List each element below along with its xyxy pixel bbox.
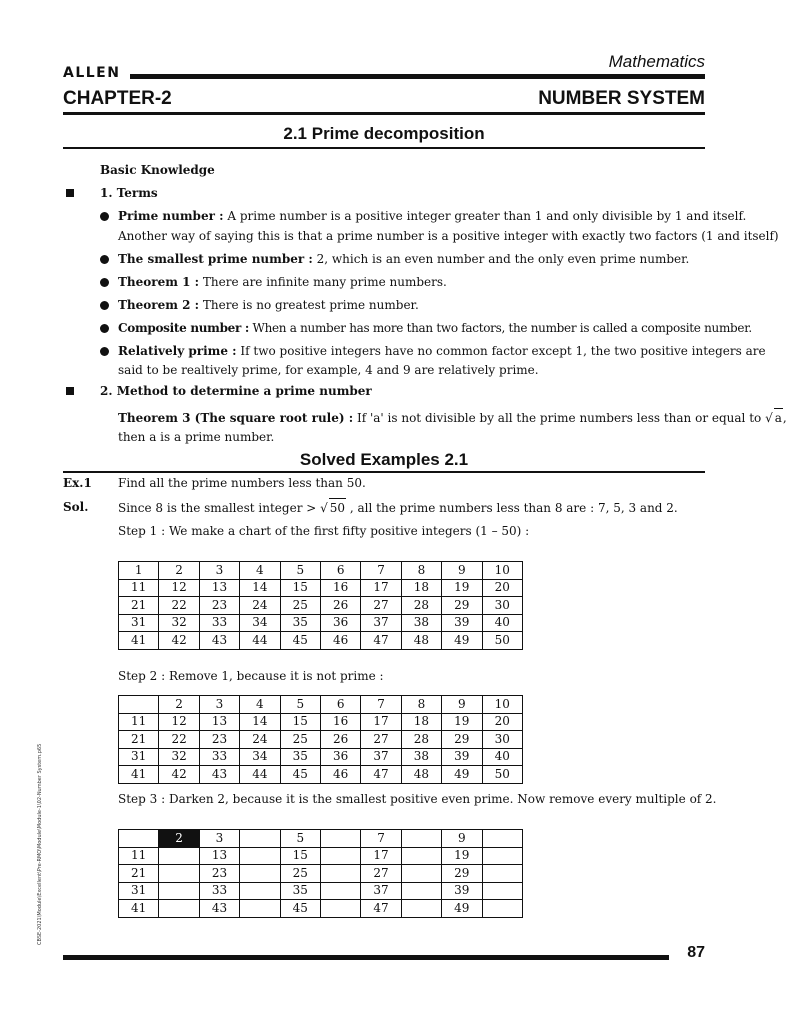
table-cell: 33: [199, 882, 239, 900]
table-cell: 47: [361, 632, 401, 650]
table-cell: 11: [119, 579, 159, 597]
solution-label: Sol.: [63, 500, 89, 514]
section-rule: [63, 147, 705, 149]
number-chart-2: [118, 695, 523, 784]
table-cell: [401, 882, 441, 900]
table-cell: 48: [401, 632, 441, 650]
table-row: [119, 865, 523, 883]
footer-rule: [63, 955, 669, 960]
table-cell: 3: [199, 562, 239, 580]
table-cell: [119, 830, 159, 848]
item-term: Theorem 2 :: [118, 298, 200, 312]
table-cell: 31: [119, 882, 159, 900]
sqrt-symbol: √: [765, 411, 773, 425]
item-term: The smallest prime number :: [118, 252, 313, 266]
table-cell: [482, 830, 522, 848]
table-cell: [320, 847, 360, 865]
table-cell: 45: [280, 766, 320, 784]
table-cell: 31: [119, 748, 159, 766]
table-cell: 31: [119, 614, 159, 632]
table-cell: 11: [119, 713, 159, 731]
table-cell: 3: [199, 830, 239, 848]
table-cell: 40: [482, 614, 522, 632]
table-cell: 38: [401, 748, 441, 766]
table-cell: 37: [361, 882, 401, 900]
table-cell: [159, 900, 199, 918]
table-cell: 14: [240, 579, 280, 597]
solved-examples-title: Solved Examples 2.1: [299, 450, 469, 469]
table-cell: 30: [482, 597, 522, 615]
table-cell: 35: [280, 882, 320, 900]
table-cell: 49: [442, 632, 482, 650]
table-cell: 8: [401, 562, 441, 580]
bullet-dot-icon: [100, 255, 109, 264]
table-row: [119, 579, 523, 597]
table-cell: 20: [482, 579, 522, 597]
table-cell: 33: [199, 748, 239, 766]
table-cell: 30: [482, 731, 522, 749]
terms-heading: 1. Terms: [100, 186, 158, 200]
table-cell: 25: [280, 597, 320, 615]
list-item: [118, 273, 447, 292]
table-cell: 45: [280, 632, 320, 650]
table-cell: 19: [442, 713, 482, 731]
table-cell: [119, 696, 159, 714]
table-cell: 18: [401, 579, 441, 597]
table-cell: 21: [119, 597, 159, 615]
table-cell: 34: [240, 748, 280, 766]
table-cell: 7: [361, 696, 401, 714]
table-cell: 13: [199, 713, 239, 731]
table-cell: [401, 830, 441, 848]
table-cell: 9: [442, 830, 482, 848]
table-cell: 27: [361, 597, 401, 615]
table-cell: 26: [320, 597, 360, 615]
table-row: [119, 900, 523, 918]
table-cell: 40: [482, 748, 522, 766]
theorem3-line2: then a is a prime number.: [118, 430, 275, 444]
topic-title: NUMBER SYSTEM: [538, 88, 705, 109]
table-cell: 4: [240, 562, 280, 580]
item-text: A prime number is a positive integer greater than 1 and only divisible by 1 and itself.: [227, 209, 747, 223]
bullet-dot-icon: [100, 301, 109, 310]
table-cell: 7: [361, 562, 401, 580]
table-cell: 38: [401, 614, 441, 632]
table-cell: 27: [361, 865, 401, 883]
list-item: [118, 207, 747, 226]
item-text-continued: said to be realtively prime, for example, 4 and 9 are relatively prime.: [118, 363, 539, 377]
header-rule: [130, 74, 705, 79]
square-bullet-icon: [66, 189, 74, 197]
table-cell: 18: [401, 713, 441, 731]
table-cell: 8: [401, 696, 441, 714]
table-cell: 44: [240, 632, 280, 650]
table-cell: 22: [159, 731, 199, 749]
table-cell: 20: [482, 713, 522, 731]
table-cell: 34: [240, 614, 280, 632]
table-cell: 36: [320, 748, 360, 766]
table-cell: [320, 830, 360, 848]
table-row: [119, 696, 523, 714]
table-cell: [240, 900, 280, 918]
item-text: If two positive integers have no common factor except 1, the two positive integers are: [240, 344, 766, 358]
solution-pre: Since 8 is the smallest integer >: [118, 501, 317, 515]
table-cell: 41: [119, 632, 159, 650]
table-cell: 28: [401, 597, 441, 615]
item-text: When a number has more than two factors, the number is called a composite number.: [252, 321, 752, 335]
table-cell: 17: [361, 579, 401, 597]
table-cell: 11: [119, 847, 159, 865]
table-cell: 49: [442, 766, 482, 784]
table-cell: [240, 882, 280, 900]
table-cell: [159, 847, 199, 865]
bullet-dot-icon: [100, 347, 109, 356]
table-cell: [320, 900, 360, 918]
step2-text: Step 2 : Remove 1, because it is not prime :: [118, 669, 384, 683]
list-item: [118, 250, 689, 269]
table-cell: 25: [280, 731, 320, 749]
table-row: [119, 597, 523, 615]
table-cell: 44: [240, 766, 280, 784]
item-term: Relatively prime :: [118, 344, 237, 358]
table-cell: 21: [119, 731, 159, 749]
table-row: [119, 847, 523, 865]
table-cell: [401, 900, 441, 918]
table-cell: 17: [361, 847, 401, 865]
table-cell: 3: [199, 696, 239, 714]
table-cell: [482, 882, 522, 900]
example-text: Find all the prime numbers less than 50.: [118, 476, 366, 490]
table-cell: 42: [159, 632, 199, 650]
table-cell: 26: [320, 731, 360, 749]
example-label: Ex.1: [63, 476, 92, 490]
table-cell: 37: [361, 614, 401, 632]
theorem3-comma: ,: [782, 411, 787, 425]
table-cell: 6: [320, 562, 360, 580]
table-cell: 33: [199, 614, 239, 632]
table-cell: 12: [159, 579, 199, 597]
chapter-title: CHAPTER-2: [63, 88, 172, 109]
table-cell: 16: [320, 579, 360, 597]
sqrt-symbol: √: [320, 501, 328, 515]
table-cell: 23: [199, 865, 239, 883]
table-cell: 46: [320, 632, 360, 650]
item-term: Theorem 1 :: [118, 275, 200, 289]
table-cell: [482, 900, 522, 918]
table-cell: 43: [199, 766, 239, 784]
table-cell: 2: [159, 696, 199, 714]
table-cell: [240, 830, 280, 848]
table-cell: 48: [401, 766, 441, 784]
theorem3-term: Theorem 3 (The square root rule) :: [118, 411, 354, 425]
square-bullet-icon: [66, 387, 74, 395]
table-row: [119, 766, 523, 784]
table-cell: 15: [280, 847, 320, 865]
table-cell: 41: [119, 766, 159, 784]
table-cell: 4: [240, 696, 280, 714]
table-cell: 46: [320, 766, 360, 784]
table-cell: 47: [361, 900, 401, 918]
table-cell: [482, 847, 522, 865]
table-cell: 29: [442, 597, 482, 615]
table-cell: 49: [442, 900, 482, 918]
number-chart-1: [118, 561, 523, 650]
page-number: 87: [687, 944, 705, 961]
table-cell: 19: [442, 579, 482, 597]
method-heading: 2. Method to determine a prime number: [100, 384, 372, 398]
step3-text: Step 3 : Darken 2, because it is the smallest positive even prime. Now remove every multiple of 2.: [118, 792, 717, 806]
table-cell: 32: [159, 748, 199, 766]
number-chart-3: [118, 829, 523, 918]
table-cell: 24: [240, 731, 280, 749]
list-item: [118, 296, 419, 315]
table-cell: 47: [361, 766, 401, 784]
table-cell: 7: [361, 830, 401, 848]
table-cell: 1: [119, 562, 159, 580]
table-cell: 16: [320, 713, 360, 731]
table-cell: 15: [280, 579, 320, 597]
table-cell: 28: [401, 731, 441, 749]
table-cell: 41: [119, 900, 159, 918]
bullet-dot-icon: [100, 212, 109, 221]
table-row: [119, 614, 523, 632]
list-item: [118, 319, 752, 338]
table-cell: 35: [280, 614, 320, 632]
table-cell: 17: [361, 713, 401, 731]
theorem3-text: If 'a' is not divisible by all the prime numbers less than or equal to: [356, 411, 762, 425]
table-row: [119, 562, 523, 580]
item-term: Composite number :: [118, 321, 250, 335]
table-cell: [401, 847, 441, 865]
sqrt-radicand: 50: [329, 498, 346, 518]
table-cell: 43: [199, 632, 239, 650]
table-cell: 6: [320, 696, 360, 714]
table-cell: 21: [119, 865, 159, 883]
table-cell: 15: [280, 713, 320, 731]
table-cell: 50: [482, 766, 522, 784]
item-text: There is no greatest prime number.: [202, 298, 419, 312]
chapter-rule: [63, 112, 705, 115]
table-cell: 42: [159, 766, 199, 784]
table-cell: [159, 865, 199, 883]
table-cell: 22: [159, 597, 199, 615]
item-term: Prime number :: [118, 209, 224, 223]
table-cell: 2: [159, 562, 199, 580]
table-row: [119, 748, 523, 766]
table-cell: 29: [442, 865, 482, 883]
table-cell: [401, 865, 441, 883]
table-cell: 5: [280, 562, 320, 580]
table-cell: [482, 865, 522, 883]
bullet-dot-icon: [100, 278, 109, 287]
theorem3-line: [118, 408, 787, 428]
bullet-dot-icon: [100, 324, 109, 333]
file-path-note: CBSE-2021\Module\Excellent\Pre-RMO\Module\Module-1\02-Number System.p65: [37, 743, 43, 945]
table-cell: 5: [280, 830, 320, 848]
table-cell: 5: [280, 696, 320, 714]
table-cell: 39: [442, 614, 482, 632]
table-cell: 10: [482, 562, 522, 580]
table-cell: 27: [361, 731, 401, 749]
table-cell: 19: [442, 847, 482, 865]
subject-label: Mathematics: [608, 52, 705, 71]
table-cell: 2: [159, 830, 199, 848]
solution-post: , all the prime numbers less than 8 are : 7, 5, 3 and 2.: [349, 501, 678, 515]
basic-knowledge-heading: Basic Knowledge: [100, 163, 215, 177]
section-title: 2.1 Prime decomposition: [283, 124, 485, 143]
item-text-continued: Another way of saying this is that a prime number is a positive integer with exactly two factors (1 and itself): [118, 229, 779, 243]
table-cell: 32: [159, 614, 199, 632]
step1-text: Step 1 : We make a chart of the first fifty positive integers (1 – 50) :: [118, 524, 530, 538]
table-cell: 9: [442, 696, 482, 714]
list-item: [118, 342, 766, 361]
table-cell: 45: [280, 900, 320, 918]
table-cell: 36: [320, 614, 360, 632]
table-cell: 23: [199, 597, 239, 615]
solution-text: [118, 498, 678, 518]
table-row: [119, 713, 523, 731]
table-cell: [240, 847, 280, 865]
table-cell: [320, 882, 360, 900]
table-cell: 9: [442, 562, 482, 580]
table-cell: 37: [361, 748, 401, 766]
table-cell: 12: [159, 713, 199, 731]
table-cell: 23: [199, 731, 239, 749]
table-row: [119, 830, 523, 848]
item-text: 2, which is an even number and the only even prime number.: [316, 252, 690, 266]
table-cell: 35: [280, 748, 320, 766]
solved-rule: [63, 471, 705, 473]
table-cell: [320, 865, 360, 883]
table-cell: 13: [199, 579, 239, 597]
table-row: [119, 731, 523, 749]
table-cell: 43: [199, 900, 239, 918]
table-cell: 14: [240, 713, 280, 731]
table-cell: 25: [280, 865, 320, 883]
table-cell: 24: [240, 597, 280, 615]
table-row: [119, 632, 523, 650]
table-cell: 50: [482, 632, 522, 650]
table-row: [119, 882, 523, 900]
table-cell: 39: [442, 748, 482, 766]
brand-logo: ALLEN: [63, 65, 121, 81]
sqrt-radicand: a: [774, 408, 783, 428]
table-cell: [240, 865, 280, 883]
table-cell: 29: [442, 731, 482, 749]
table-cell: 10: [482, 696, 522, 714]
table-cell: 39: [442, 882, 482, 900]
item-text: There are infinite many prime numbers.: [202, 275, 447, 289]
table-cell: [159, 882, 199, 900]
table-cell: 13: [199, 847, 239, 865]
